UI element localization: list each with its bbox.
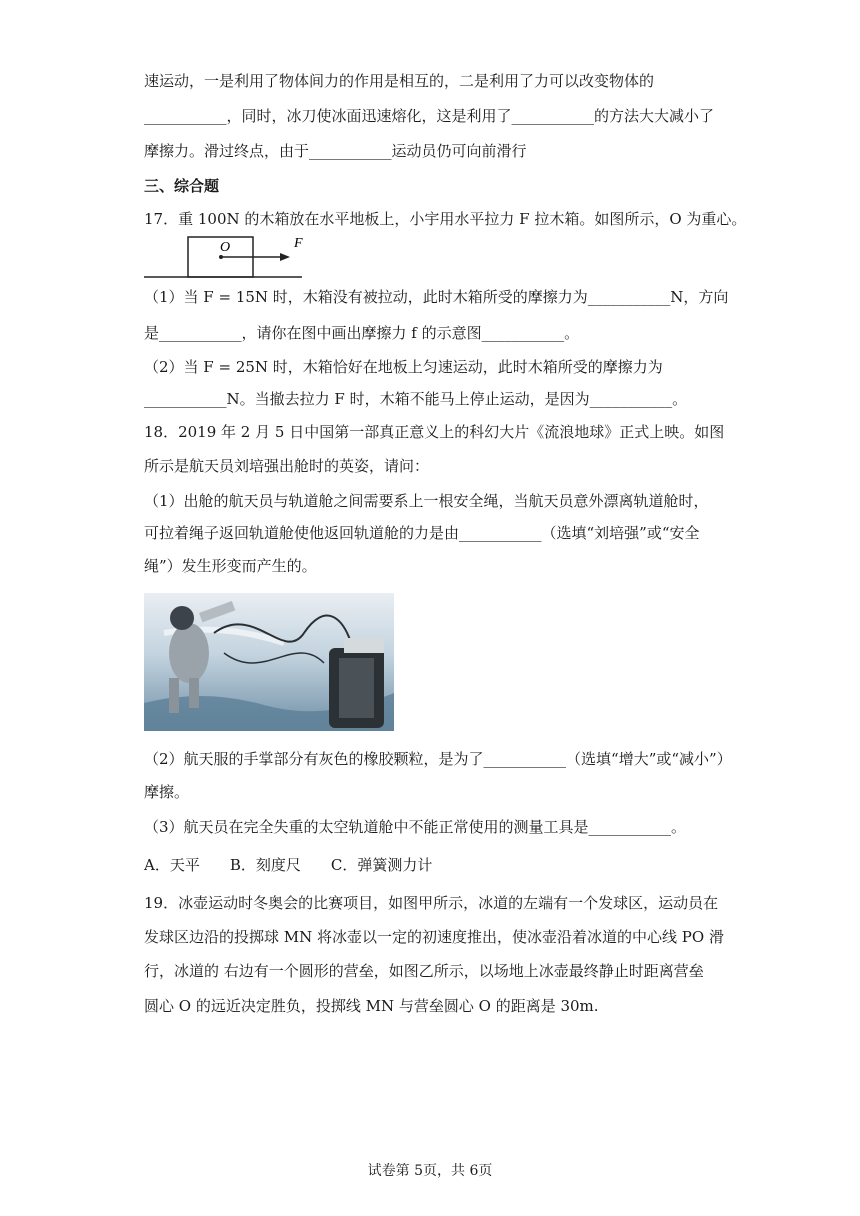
text-line: （2）航天服的手掌部分有灰色的橡胶颗粒，是为了___________（选填“增大”或“减小”） (144, 750, 732, 768)
page-footer: 试卷第 5页，共 6页 (367, 1163, 493, 1179)
force-arrow-head (280, 253, 290, 261)
text-line: 摩擦。 (144, 783, 190, 801)
text-line: （1）出舱的航天员与轨道舱之间需要系上一根安全绳，当航天员意外漂离轨道舱时， (144, 492, 709, 510)
text-line: （2）当 F = 25N 时，木箱恰好在地板上匀速运动，此时木箱所受的摩擦力为 (144, 358, 663, 376)
text-line: 摩擦力。滑过终点，由于___________运动员仍可向前滑行 (144, 142, 527, 160)
text-line: 圆心 O 的远近决定胜负，投掷线 MN 与营垒圆心 O 的距离是 30m. (144, 997, 599, 1015)
force-label: F (294, 236, 303, 251)
text-line: 绳”）发生形变而产生的。 (144, 557, 317, 575)
text-line: （1）当 F = 15N 时，木箱没有被拉动，此时木箱所受的摩擦力为___________N，方向 (144, 288, 729, 306)
box-force-diagram (144, 234, 304, 282)
text-line: 可拉着绳子返回轨道舱使他返回轨道舱的力是由___________（选填“刘培强”或“安全 (144, 524, 700, 542)
answer-options: A．天平 B．刻度尺 C．弹簧测力计 (144, 856, 433, 874)
question-18: 18．2019 年 2 月 5 日中国第一部真正意义上的科幻大片《流浪地球》正式上映。如图 (144, 423, 725, 441)
text-line: 所示是航天员刘培强出舱时的英姿，请问： (144, 457, 430, 475)
text-line: 速运动，一是利用了物体间力的作用是相互的，二是利用了力可以改变物体的 (144, 72, 655, 90)
question-17: 17．重 100N 的木箱放在水平地板上，小宇用水平拉力 F 拉木箱。如图所示，O 为重心。 (144, 210, 747, 228)
text-line: 发球区边沿的投掷球 MN 将冰壶以一定的初速度推出，使冰壶沿着冰道的中心线 PO 滑 (144, 928, 724, 946)
question-19: 19．冰壶运动时冬奥会的比赛项目，如图甲所示，冰道的左端有一个发球区，运动员在 (144, 894, 719, 912)
text-line: ___________N。当撤去拉力 F 时，木箱不能马上停止运动，是因为___________。 (144, 390, 688, 408)
section-heading: 三、综合题 (144, 177, 220, 195)
text-line: 行，冰道的 右边有一个圆形的营垒，如图乙所示，以场地上冰壶最终静止时距离营垒 (144, 962, 704, 980)
astronaut-photo (144, 593, 394, 731)
text-line: （3）航天员在完全失重的太空轨道舱中不能正常使用的测量工具是___________。 (144, 818, 687, 836)
text-line: 是___________，请你在图中画出摩擦力 f 的示意图___________。 (144, 324, 580, 342)
text-line: ___________，同时，冰刀使冰面迅速熔化，这是利用了___________的方法大大减小了 (144, 107, 715, 125)
center-label: O (220, 240, 231, 255)
